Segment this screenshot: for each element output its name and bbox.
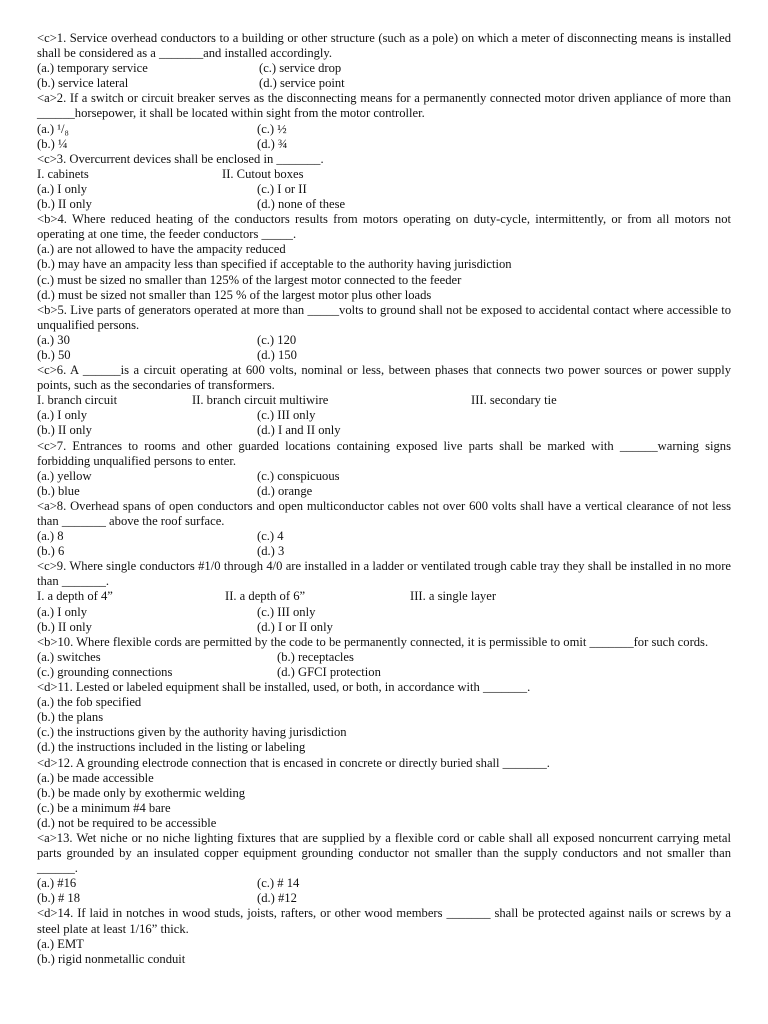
question-stem: <b>4. Where reduced heating of the conductors results from motors operating on duty-cycle, intermittently, or from all motors not operating at one time, the feeder conductors _____. [37, 212, 731, 242]
option-b: (b.) service lateral [37, 76, 129, 91]
option-b: (b.) II only [37, 619, 92, 634]
option-a: (a.) #16 [37, 876, 77, 891]
roman-choice-2: II. branch circuit multiwire [192, 393, 329, 408]
question-2 [37, 91, 731, 151]
question-4 [37, 212, 731, 303]
option-b: (b.) 50 [37, 347, 71, 362]
option-c: (c.) the instructions given by the authority having jurisdiction [37, 725, 347, 740]
question-stem: <c>6. A ______is a circuit operating at 600 volts, nominal or less, between phases that connects two power sources or power supply points, such as the secondaries of transformers. [37, 363, 731, 393]
question-5 [37, 303, 731, 363]
option-a: (a.) switches [37, 649, 101, 664]
option-c: (c.) grounding connections [37, 664, 173, 679]
question-stem: <b>5. Live parts of generators operated at more than _____volts to ground shall not be exposed to accidental contact where accessible to unqualified persons. [37, 302, 731, 332]
question-stem: <c>7. Entrances to rooms and other guarded locations containing exposed live parts shall be marked with ______warning signs forbidding unqualified persons to enter. [37, 438, 731, 468]
roman-choice-1: I. cabinets [37, 166, 89, 181]
option-d: (d.) service point [259, 76, 345, 91]
roman-choice-1: I. branch circuit [37, 393, 118, 408]
question-7 [37, 439, 731, 499]
option-a: (a.) EMT [37, 936, 84, 951]
option-d: (d.) not be required to be accessible [37, 815, 217, 830]
question-stem: <c>1. Service overhead conductors to a building or other structure (such as a pole) on which a meter of disconnecting means is installed shall be considered as a _______and installed accordingly. [37, 31, 731, 61]
option-a: (a.) I only [37, 604, 88, 619]
option-d: (d.) ¾ [257, 136, 288, 151]
option-c: (c.) be a minimum #4 bare [37, 800, 171, 815]
option-b: (b.) be made only by exothermic welding [37, 785, 246, 800]
question-stem: <a>13. Wet niche or no niche lighting fixtures that are supplied by a flexible cord or cable shall all exposed noncurrent carrying metal parts grounded by an insulated copper equipment grounding conductor not smaller than the supply conductors and not smaller than ______. [37, 830, 731, 876]
option-d: (d.) 150 [257, 347, 297, 362]
option-d: (d.) orange [257, 483, 313, 498]
question-1 [37, 31, 731, 91]
option-b: (b.) # 18 [37, 891, 81, 906]
option-a: (a.) I only [37, 181, 88, 196]
question-11 [37, 680, 731, 755]
question-12 [37, 756, 731, 831]
option-d: (d.) I and II only [257, 423, 341, 438]
option-c: (c.) 120 [257, 332, 297, 347]
option-a: (a.) the fob specified [37, 695, 142, 710]
roman-choice-3: III. a single layer [410, 589, 497, 604]
option-d: (d.) #12 [257, 891, 297, 906]
option-a: (a.) temporary service [37, 61, 148, 76]
roman-choice-2: II. Cutout boxes [222, 166, 304, 181]
question-stem: <d>11. Lested or labeled equipment shall be installed, used, or both, in accordance with _______. [37, 680, 531, 695]
question-6 [37, 363, 731, 438]
option-c: (c.) service drop [259, 61, 342, 76]
option-c: (c.) conspicuous [257, 468, 340, 483]
question-8 [37, 499, 731, 559]
option-c: (c.) ½ [257, 121, 287, 136]
option-a: (a.) 8 [37, 529, 64, 544]
option-b: (b.) rigid nonmetallic conduit [37, 951, 186, 966]
option-d: (d.) GFCI protection [277, 664, 381, 679]
option-d: (d.) none of these [257, 197, 346, 212]
question-14 [37, 906, 731, 966]
roman-choice-3: III. secondary tie [471, 393, 557, 408]
option-d: (d.) 3 [257, 544, 285, 559]
question-stem: <a>2. If a switch or circuit breaker serves as the disconnecting means for a permanently connected motor driven appliance of more than ______horsepower, it shall be located within sight from the motor controller. [37, 91, 731, 121]
option-b: (b.) ¼ [37, 136, 68, 151]
option-a: (a.) be made accessible [37, 770, 154, 785]
option-c: (c.) I or II [257, 181, 307, 196]
roman-choice-2: II. a depth of 6” [225, 589, 306, 604]
roman-choice-1: I. a depth of 4” [37, 589, 113, 604]
option-b: (b.) the plans [37, 710, 104, 725]
option-a: (a.) yellow [37, 468, 92, 483]
option-c: (c.) III only [257, 604, 316, 619]
question-stem: <a>8. Overhead spans of open conductors and open multiconductor cables not over 600 volts shall have a vertical clearance of not less than _______ above the roof surface. [37, 498, 731, 528]
option-b: (b.) II only [37, 197, 92, 212]
option-c: (c.) 4 [257, 529, 284, 544]
option-b: (b.) blue [37, 483, 80, 498]
option-a: (a.) ¹/₈ [37, 121, 69, 136]
question-10 [37, 635, 731, 680]
option-c: (c.) must be sized no smaller than 125% of the largest motor connected to the feeder [37, 272, 462, 287]
option-b: (b.) 6 [37, 544, 65, 559]
option-c: (c.) III only [257, 408, 316, 423]
option-a: (a.) I only [37, 408, 88, 423]
option-a: (a.) are not allowed to have the ampacity reduced [37, 242, 286, 257]
option-d: (d.) the instructions included in the listing or labeling [37, 740, 306, 755]
option-a: (a.) 30 [37, 332, 70, 347]
option-c: (c.) # 14 [257, 876, 300, 891]
option-b: (b.) II only [37, 423, 92, 438]
question-stem: <d>14. If laid in notches in wood studs, joists, rafters, or other wood members _______ shall be protected against nails or screws by a steel plate at least 1/16” thick. [37, 906, 731, 936]
question-stem: <c>9. Where single conductors #1/0 through 4/0 are installed in a ladder or ventilated trough cable tray they shall be installed in no more than _______. [37, 559, 731, 589]
option-b: (b.) may have an ampacity less than specified if acceptable to the authority having jurisdiction [37, 257, 512, 272]
question-stem: <c>3. Overcurrent devices shall be enclosed in _______. [37, 151, 324, 166]
option-d: (d.) I or II only [257, 619, 333, 634]
question-stem: <d>12. A grounding electrode connection that is encased in concrete or directly buried shall _______. [37, 755, 550, 770]
question-stem: <b>10. Where flexible cords are permitted by the code to be permanently connected, it is permissible to omit _______for such cords. [37, 634, 709, 649]
option-d: (d.) must be sized not smaller than 125 % of the largest motor plus other loads [37, 287, 432, 302]
question-3 [37, 152, 731, 212]
question-9 [37, 559, 731, 634]
question-13 [37, 831, 731, 906]
option-b: (b.) receptacles [277, 649, 354, 664]
